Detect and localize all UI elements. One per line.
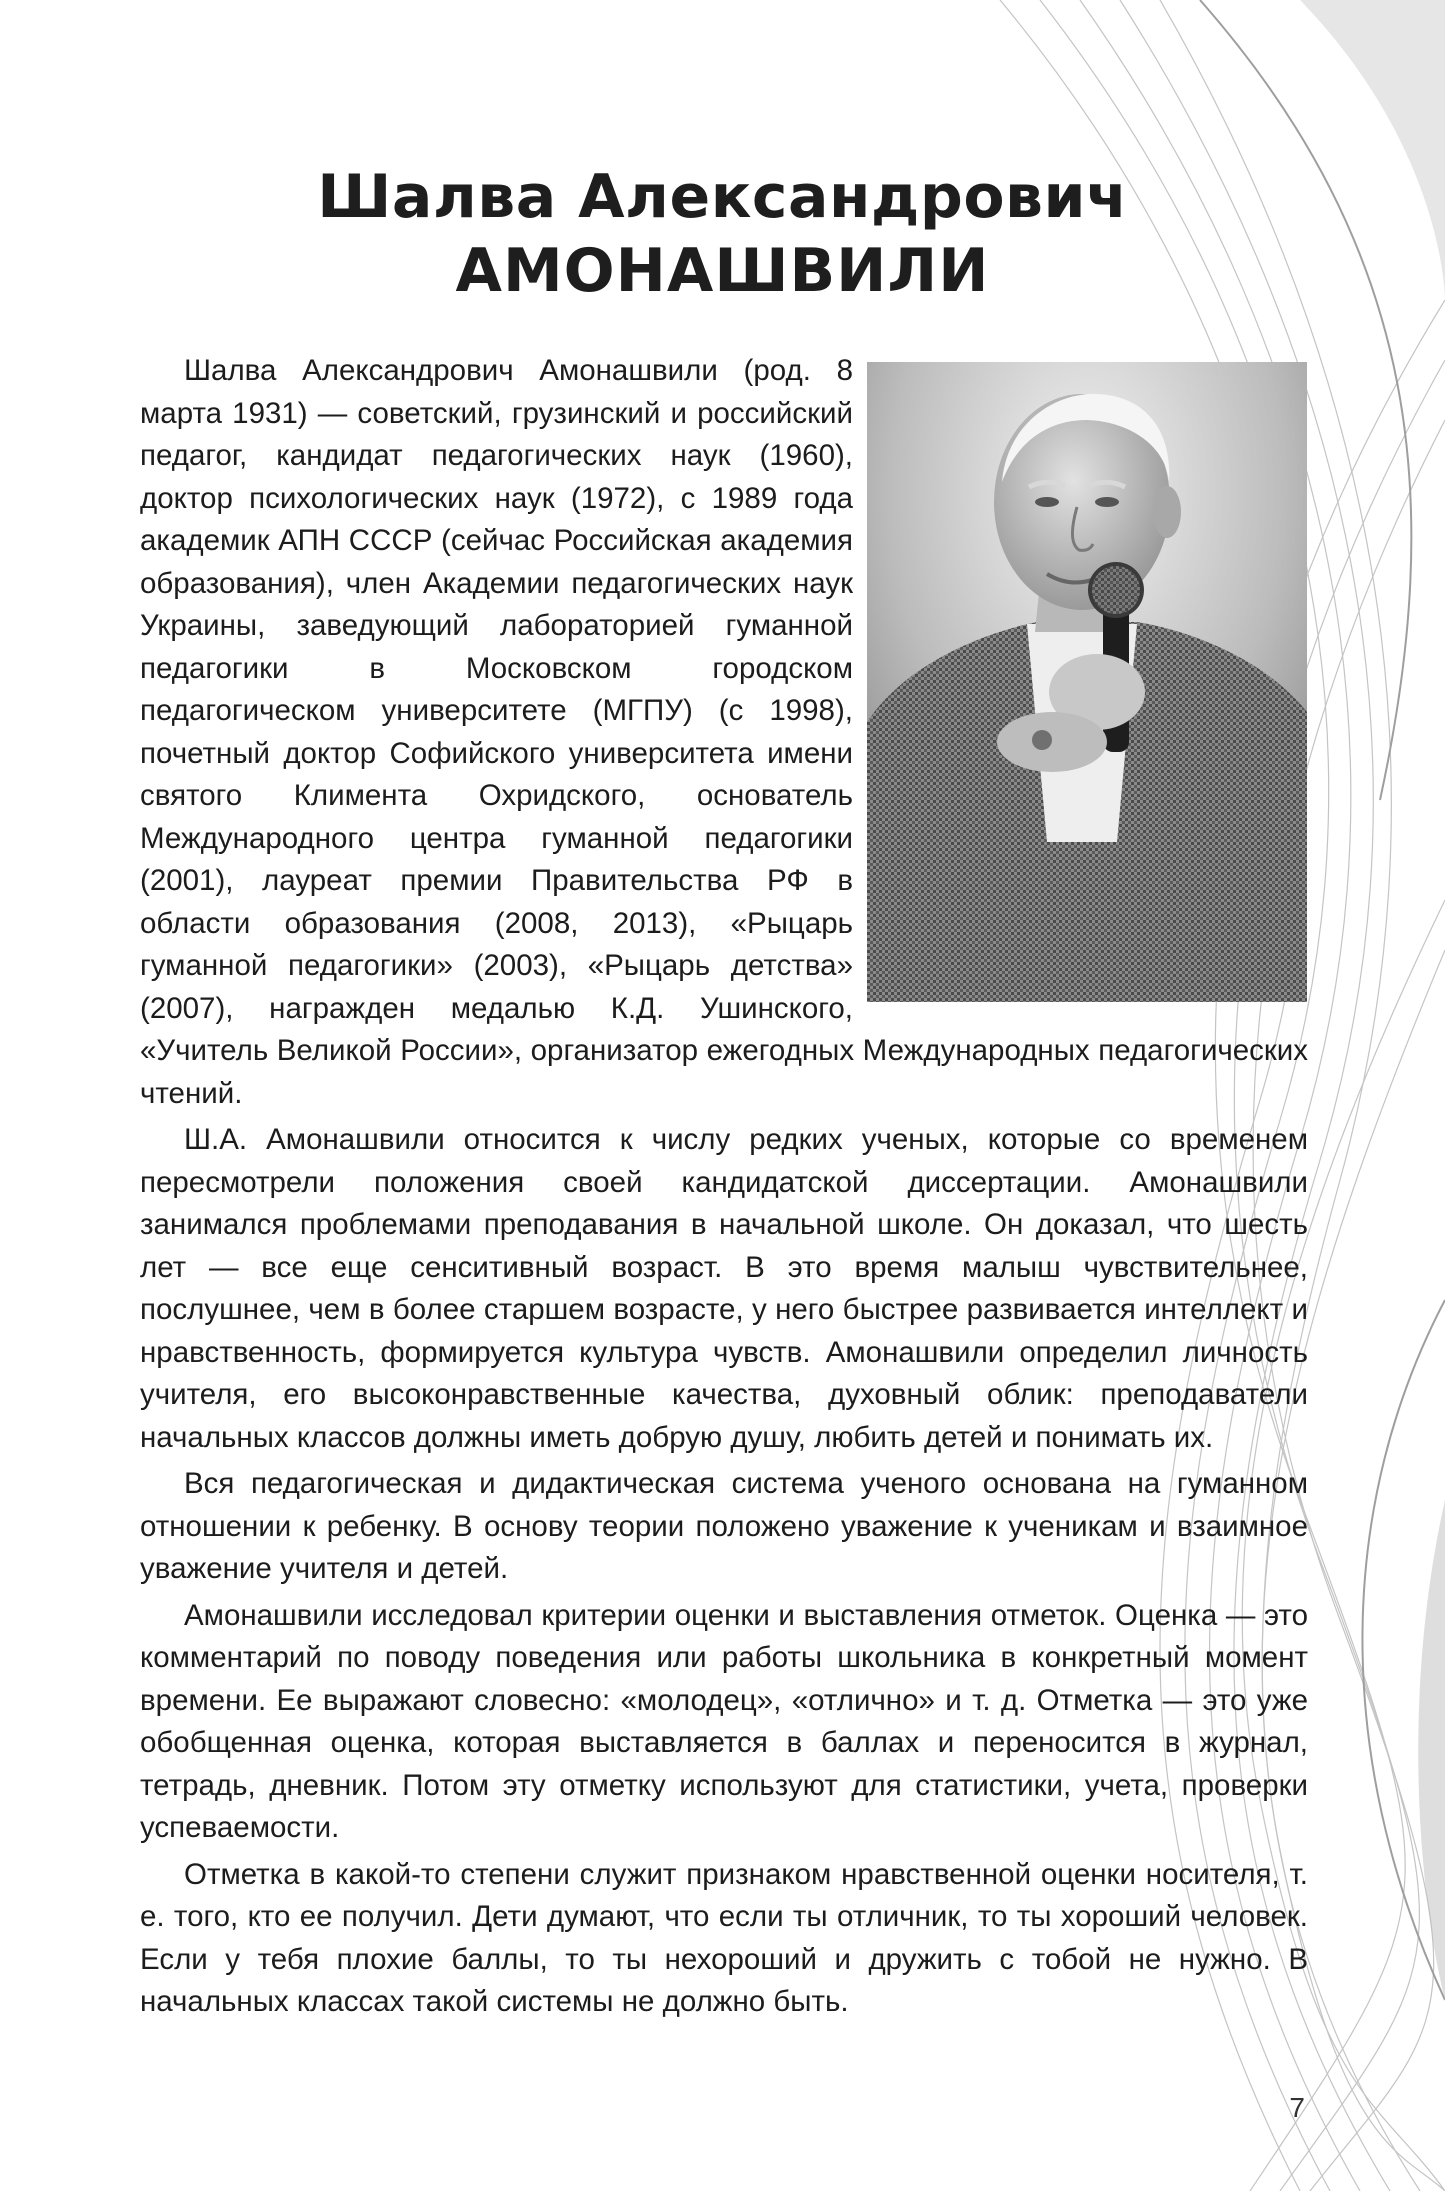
- title-surname: АМОНАШВИЛИ: [455, 236, 990, 306]
- paragraph-research: Ш.А. Амонашвили относится к числу редких ученых, которые со временем пересмотрели положения своей кандидатской диссертации. Амонашвили занимался проблемами преподавания в начальной школе. Он доказал, что шесть лет — все еще сенситивный возраст. В это время малыш чувствительнее, послушнее, чем в более старшем возрасте, у него быстрее развивается интеллект и нравственность, формируется культура чувств. Амонашвили определил личность учителя, его высоконравственные качества, духовный облик: преподаватели начальных классов должны иметь добрую душу, любить детей и понимать их.: [140, 1123, 1308, 1454]
- page-number: 7: [1289, 2092, 1305, 2123]
- page-title: [140, 160, 1305, 308]
- article-body: [140, 350, 1308, 2028]
- paragraph-system: Вся педагогическая и дидактическая система ученого основана на гуманном отношении к ребенку. В основу теории положено уважение к ученикам и взаимное уважение учителя и детей.: [140, 1467, 1308, 1585]
- paragraph-biography: Шалва Александрович Амонашвили (род. 8 марта 1931) — советский, грузинский и российский педагог, кандидат педагогических наук (1960), доктор психологических наук (1972), с 1989 года академик АПН СССР (сейчас Российская академия образования), член Академии педагогических наук Украины, заведующий лабораторией гуманной педагогики в Московском городском педагогическом университете (МГПУ) (с 1998), почетный доктор Софийского университета имени святого Климента Охридского, основатель Международного центра гуманной педагогики (2001), лауреат премии Правительства РФ в области образования (2008, 2013), «Рыцарь гуманной педагогики» (2003), «Рыцарь детства» (2007), награжден медалью К.Д. Ушинского, «Учитель Великой России», организатор ежегодных Международных педагогических чтений.: [140, 354, 1308, 1110]
- title-first-name: Шалва Александрович: [317, 162, 1128, 232]
- photo-spacer: [853, 354, 1308, 1014]
- paragraph-marks: Отметка в какой-то степени служит признаком нравственной оценки носителя, т. е. того, кто ее получил. Дети думают, что если ты отличник, то ты хороший человек. Если у тебя плохие баллы, то ты нехороший и дружить с тобой не нужно. В начальных классах такой системы не должно быть.: [140, 1857, 1308, 2018]
- paragraph-grading: Амонашвили исследовал критерии оценки и выставления отметок. Оценка — это комментарий по поводу поведения или работы школьника в конкретный момент времени. Ее выражают словесно: «молодец», «отлично» и т. д. Отметка — это уже обобщенная оценка, которая выставляется в баллах и переносится в журнал, тетрадь, дневник. Потом эту отметку используют для статистики, учета, проверки успеваемости.: [140, 1598, 1308, 1844]
